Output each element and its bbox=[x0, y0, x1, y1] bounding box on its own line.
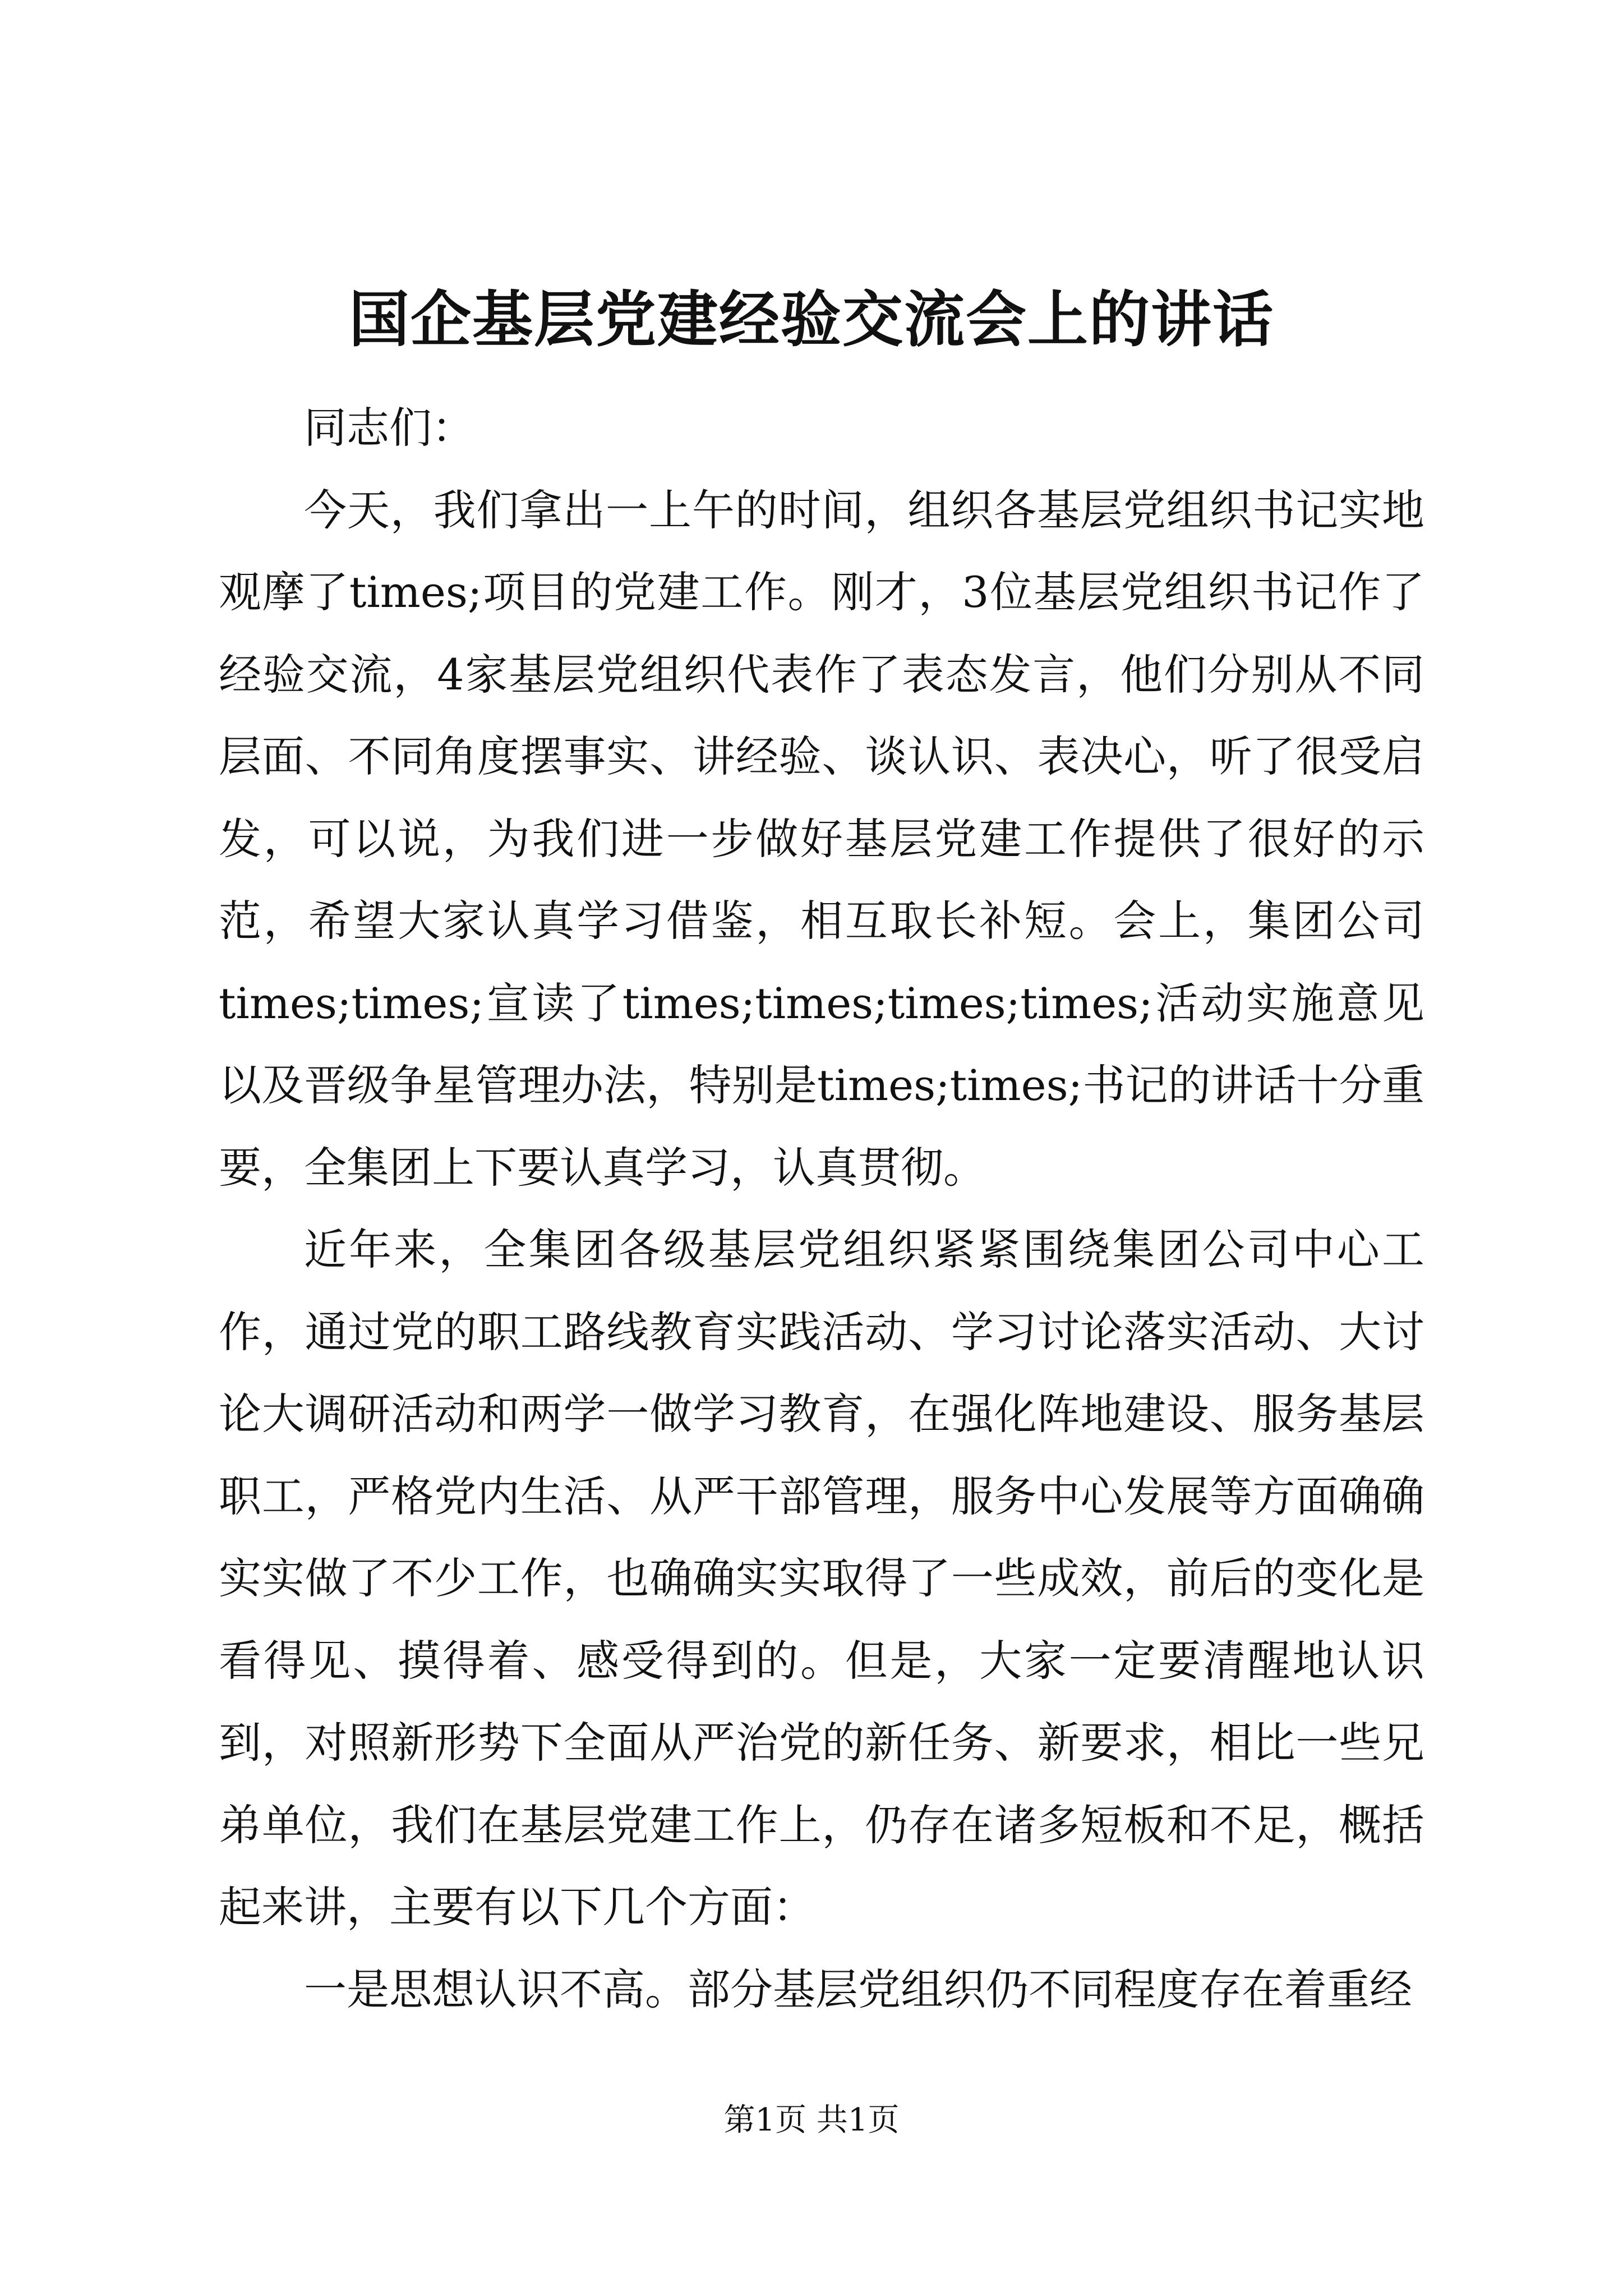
document-body bbox=[219, 387, 1424, 2031]
document-title: 国企基层党建经验交流会上的讲话 bbox=[348, 284, 1274, 355]
salutation: 同志们： bbox=[304, 403, 474, 453]
paragraph-2: 近年来，全集团各级基层党组织紧紧围绕集团公司中心工作，通过党的职工路线教育实践活动、学习讨论落实活动、大讨论大调研活动和两学一做学习教育，在强化阵地建设、服务基层职工，严格党内生活、从严干部管理，服务中心发展等方面确确实实做了不少工作，也确确实实取得了一些成效，前后的变化是看得见、摸得着、感受得到的。但是，大家一定要清醒地认识到，对照新形势下全面从严治党的新任务、新要求，相比一些兄弟单位，我们在基层党建工作上，仍存在诸多短板和不足，概括起来讲，主要有以下几个方面： bbox=[219, 1225, 1424, 1932]
page-footer: 第1页 共1页 bbox=[723, 2102, 900, 2138]
paragraph-1: 今天，我们拿出一上午的时间，组织各基层党组织书记实地观摩了times;项目的党建工作。刚才，3位基层党组织书记作了经验交流，4家基层党组织代表作了表态发言，他们分别从不同层面、不同角度摆事实、讲经验、谈认识、表决心，听了很受启发，可以说，为我们进一步做好基层党建工作提供了很好的示范，希望大家认真学习借鉴，相互取长补短。会上，集团公司times;times;宣读了times;times;times;times;活动实施意见以及晋级争星管理办法，特别是times;times;书记的讲话十分重要，全集团上下要认真学习，认真贯彻。 bbox=[219, 485, 1424, 1193]
paragraph-3: 一是思想认识不高。部分基层党组织仍不同程度存在着重经 bbox=[304, 1964, 1412, 2014]
